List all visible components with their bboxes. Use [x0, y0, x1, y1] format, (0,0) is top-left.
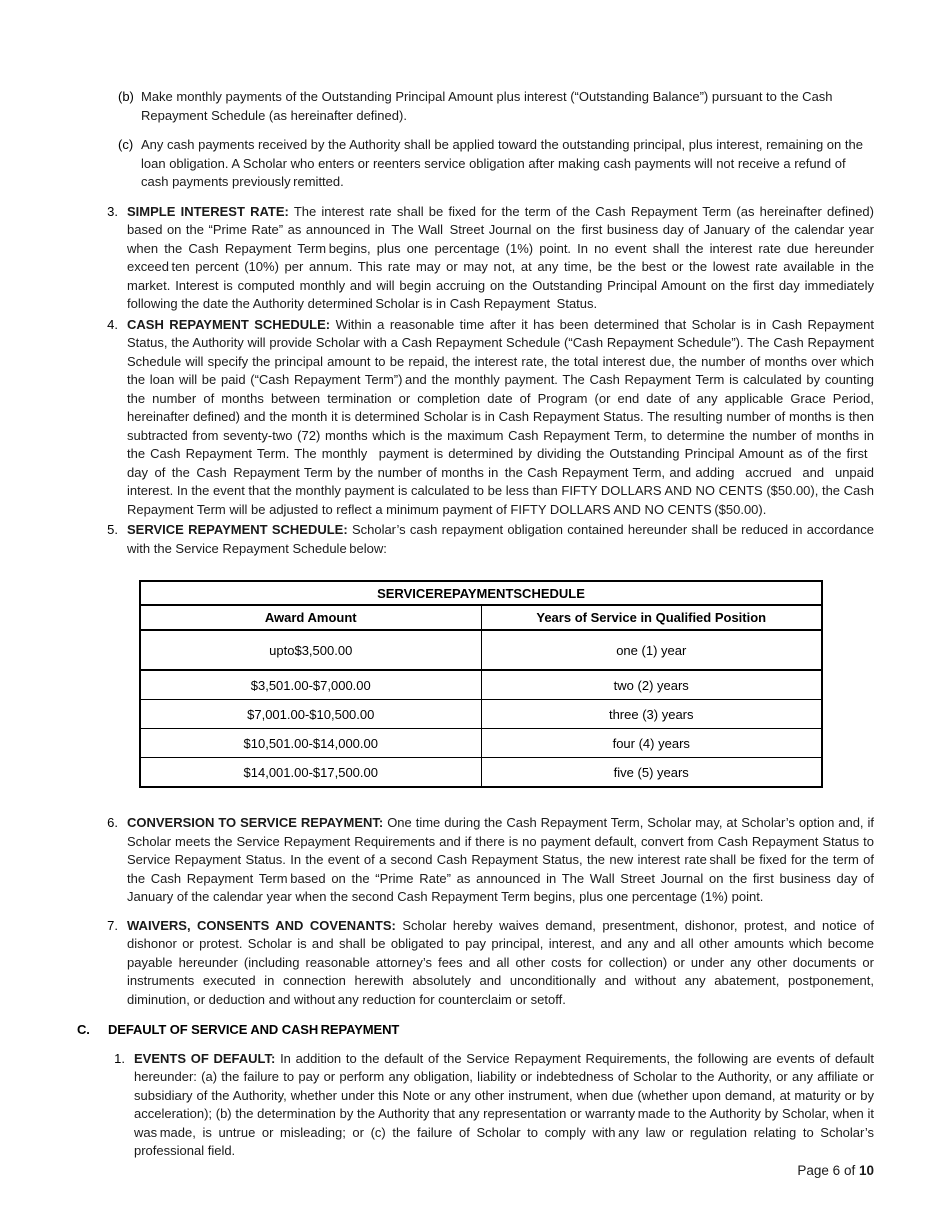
clause-4-heading: CASH REPAYMENT SCHEDULE: — [127, 316, 331, 332]
cell-years-of-service: two (2) years — [481, 670, 822, 700]
clause-c1-body — [134, 1050, 874, 1161]
table-header-row — [140, 605, 822, 630]
table-title: SERVICEREPAYMENTSCHEDULE — [140, 581, 822, 605]
cell-years-of-service: four (4) years — [481, 729, 822, 758]
clause-3-marker: 3. — [107, 203, 118, 219]
cell-award-amount: $3,501.00-$7,000.00 — [140, 670, 481, 700]
clause-3-text: The interest rate shall be fixed for the term of the Cash Repayment Term (as hereinafter defined) based on the “Prime Rate” as announced in The Wall Street Journal on the first business day of January of the calendar year when the Cash Repayment Term begins, plus one percentage (1%) point. In no event shall the interest rate due hereunder exceed ten percent (10%) per annum. This rate may or may not, at any time, be the best or the lowest rate available in the market. Interest is computed monthly and will begin accruing on the Outstanding Principal Amount on the first day immediately following the date the Authority determined Scholar is in Cash Repayment Status. — [127, 203, 874, 311]
column-header-award-amount: Award Amount — [140, 605, 481, 630]
table-row — [140, 700, 822, 729]
clause-3-body — [127, 203, 874, 314]
list-marker-c: (c) — [118, 137, 134, 152]
service-repayment-schedule-table-wrapper — [139, 580, 823, 788]
footer-page-number: 6 — [832, 1163, 841, 1178]
cell-award-amount: $7,001.00-$10,500.00 — [140, 700, 481, 729]
clause-5-heading: SERVICE REPAYMENT SCHEDULE: — [127, 522, 348, 537]
clause-6-text: One time during the Cash Repayment Term, Scholar may, at Scholar’s option and, if Scholar meets the Service Repayment Requirements and if there is no payment default, convert from Cash Repayment Status to Service Repayment Status. In the event of a second Cash Repayment Status, the new interest rate shall be fixed for the term of the Cash Repayment Term based on the “Prime Rate” as announced in The Wall Street Journal on the first business day of January of the calendar year when the second Cash Repayment Term begins, plus one percentage (1%) point. — [127, 815, 874, 904]
table-title-row — [140, 581, 822, 605]
clause-7-text: Scholar hereby waives demand, presentment, dishonor, protest, and notice of dishonor or protest. Scholar is and shall be obligated to pay principal, interest, and any and all other amounts which become payable hereunder (including reasonable attorney’s fees and all other costs for collection) or under any other documents or instruments executed in connection herewith absolutely and unconditionally and without any abatement, postponement, diminution, or deduction and without any reduction for counterclaim or setoff. — [127, 917, 874, 1007]
clause-6-body — [127, 814, 874, 907]
clause-5-body — [127, 521, 874, 558]
cell-award-amount: $10,501.00-$14,000.00 — [140, 729, 481, 758]
table-row — [140, 729, 822, 758]
list-item-c-text: Any cash payments received by the Authority shall be applied toward the outstanding principal, plus interest, remaining on the loan obligation. A Scholar who enters or reenters service obligation after making cash payments will not receive a refund of cash payments previously remitted. — [141, 137, 863, 189]
clause-5-text: Scholar’s cash repayment obligation contained hereunder shall be reduced in accordance with the Service Repayment Schedule below: — [127, 522, 874, 556]
service-repayment-schedule-table — [139, 580, 823, 788]
list-item-b — [118, 88, 874, 125]
table-row — [140, 758, 822, 788]
table-row — [140, 630, 822, 670]
section-c-letter: C. — [77, 1022, 90, 1037]
clause-3-heading: SIMPLE INTEREST RATE: — [127, 203, 289, 219]
footer-of-label: of — [843, 1163, 856, 1178]
clause-4-body — [127, 316, 874, 520]
section-c-title: DEFAULT OF SERVICE AND CASH REPAYMENT — [108, 1022, 400, 1037]
cell-years-of-service: three (3) years — [481, 700, 822, 729]
list-marker-b: (b) — [118, 89, 134, 104]
clause-5 — [101, 521, 874, 558]
clause-c1-heading: EVENTS OF DEFAULT: — [134, 1050, 276, 1066]
clause-7 — [101, 917, 874, 1010]
page-content — [77, 88, 874, 1163]
clause-4-marker: 4. — [107, 316, 118, 332]
list-item-b-text: Make monthly payments of the Outstanding Principal Amount plus interest (“Outstanding Balance”) pursuant to the Cash Repayment Schedule (as hereinafter defined). — [141, 89, 833, 123]
footer-page-label: Page — [797, 1163, 829, 1178]
clause-4-text: Within a reasonable time after it has been determined that Scholar is in Cash Repayment Status, the Authority will provide Scholar with a Cash Repayment Schedule (“Cash Repayment Schedule”). The Cash Repayment Schedule will specify the principal amount to be repaid, the interest rate, the total interest due, the number of months over which the loan will be paid (“Cash Repayment Term”) and the monthly payment. The Cash Repayment Term is calculated by counting the number of months between termination or completion date of Program (or end date of any applicable Grace Period, hereinafter defined) and the month it is determined Scholar is in Cash Repayment Status. The resulting number of months is then subtracted from seventy-two (72) months which is the maximum Cash Repayment Term, to determine the number of months in the Cash Repayment Term. The monthly payment is determined by dividing the Outstanding Principal Amount as of the first day of the Cash Repayment Term by the number of months in the Cash Repayment Term, and adding accrued and unpaid interest. In the event that the monthly payment is calculated to be less than FIFTY DOLLARS AND NO CENTS ($50.00), the Cash Repayment Term will be adjusted to reflect a minimum payment of FIFTY DOLLARS AND NO CENTS ($50.00). — [127, 316, 875, 517]
clause-3 — [101, 203, 874, 314]
cell-years-of-service: one (1) year — [481, 630, 822, 670]
clause-5-marker: 5. — [107, 522, 118, 537]
cell-award-amount: $14,001.00-$17,500.00 — [140, 758, 481, 788]
cell-years-of-service: five (5) years — [481, 758, 822, 788]
cell-award-amount: upto$3,500.00 — [140, 630, 481, 670]
clause-4 — [101, 316, 874, 520]
table-row — [140, 670, 822, 700]
section-c-heading — [77, 1021, 874, 1040]
column-header-years-of-service: Years of Service in Qualified Position — [481, 605, 822, 630]
clause-6-marker: 6. — [107, 815, 118, 830]
footer-total-pages: 10 — [858, 1163, 874, 1178]
list-item-c — [118, 136, 874, 192]
clause-7-body — [127, 917, 874, 1010]
clause-7-marker: 7. — [107, 917, 118, 933]
clause-c1-text: In addition to the default of the Service Repayment Requirements, the following are events of default hereunder: (a) the failure to pay or perform any obligation, liability or indebtedness of Scholar to the Authority, or any affiliate or subsidiary of the Authority, whether under this Note or any other instrument, when due (whether upon demand, at maturity or by acceleration); (b) the determination by the Authority that any representation or warranty made to the Authority by Scholar, when it was made, is untrue or misleading; or (c) the failure of Scholar to comply with any law or regulation relating to Scholar’s professional field. — [134, 1050, 874, 1158]
clause-6 — [101, 814, 874, 907]
clause-6-heading: CONVERSION TO SERVICE REPAYMENT: — [127, 815, 384, 830]
clause-c1-marker: 1. — [114, 1050, 125, 1066]
page-footer — [77, 1163, 874, 1178]
clause-c1 — [108, 1050, 874, 1161]
clause-7-heading: WAIVERS, CONSENTS AND COVENANTS: — [127, 917, 396, 933]
